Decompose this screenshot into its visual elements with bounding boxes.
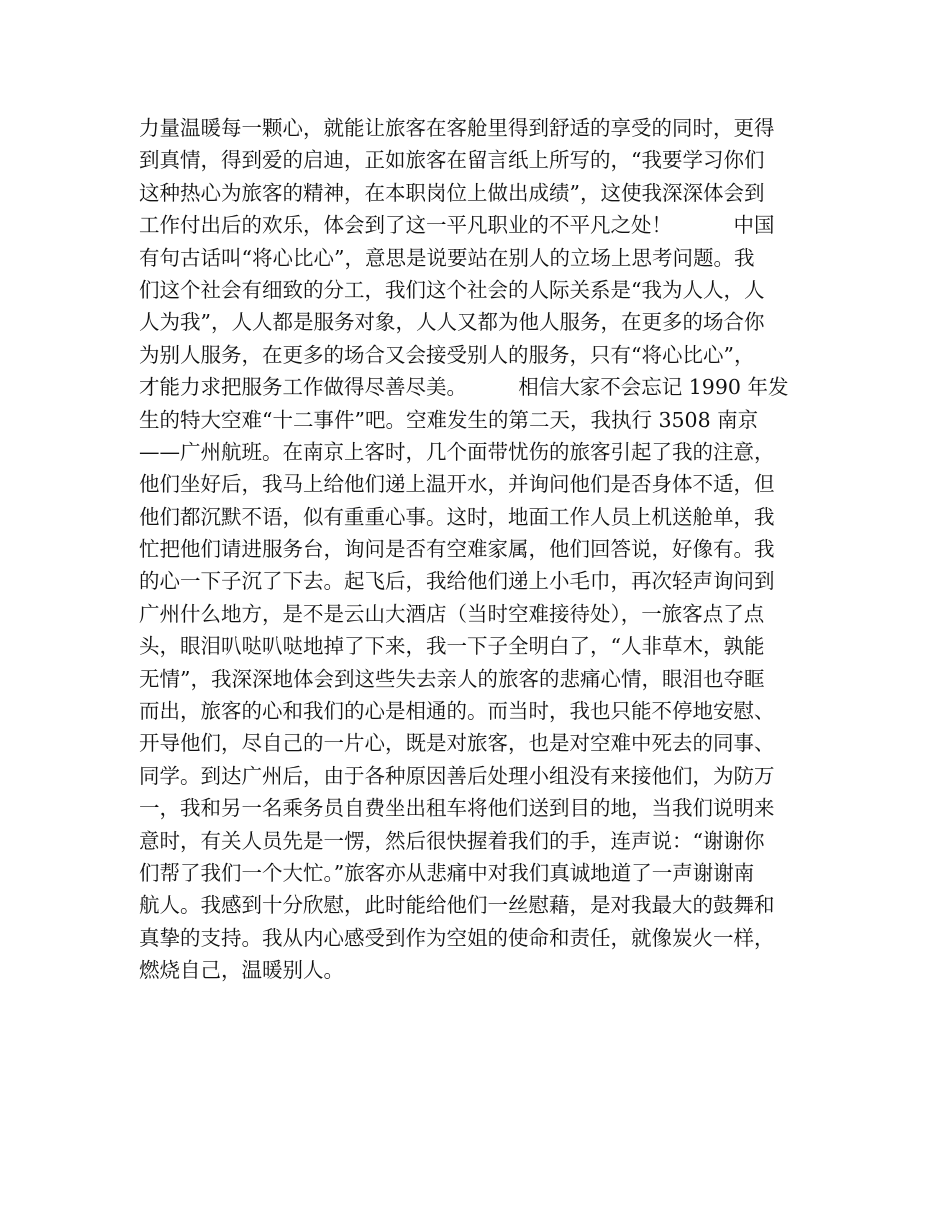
- text-line: 一，我和另一名乘务员自费坐出租车将他们送到目的地，当我们说明来: [139, 796, 775, 821]
- text-line: 燃烧自己，温暖别人。: [139, 958, 344, 983]
- text-line: 这种热心为旅客的精神，在本职岗位上做出成绩”，这使我深深体会到: [139, 180, 765, 205]
- text-line: 力量温暖每一颗心，就能让旅客在客舱里得到舒适的享受的同时，更得: [139, 116, 775, 140]
- text-line: 广州什么地方，是不是云山大酒店（当时空难接待处），一旅客点了点: [139, 601, 765, 626]
- text-line: 而出，旅客的心和我们的心是相通的。而当时，我也只能不停地安慰、: [139, 699, 775, 724]
- text-line: 的心一下子沉了下去。起飞后，我给他们递上小毛巾，再次轻声询问到: [139, 569, 775, 594]
- text-line: 真挚的支持。我从内心感受到作为空姐的使命和责任，就像炭火一样，: [139, 925, 775, 950]
- text-line: 人为我”，人人都是服务对象，人人又都为他人服务，在更多的场合你: [139, 310, 765, 335]
- text-line: 生的特大空难“十二事件”吧。空难发生的第二天，我执行 3508 南京: [139, 407, 759, 432]
- text-line: 才能力求把服务工作做得尽善尽美。 相信大家不会忘记 1990 年发: [139, 375, 789, 400]
- text-line: 忙把他们请进服务台，询问是否有空难家属，他们回答说，好像有。我: [139, 537, 775, 562]
- text-line: 工作付出后的欢乐，体会到了这一平凡职业的不平凡之处！ 中国: [139, 213, 775, 238]
- text-line: 开导他们，尽自己的一片心，既是对旅客，也是对空难中死去的同事、: [139, 731, 775, 756]
- text-line: 为别人服务，在更多的场合又会接受别人的服务，只有“将心比心”，: [139, 342, 755, 367]
- body-text: [139, 112, 819, 987]
- text-line: 意时，有关人员先是一愣，然后很快握着我们的手，连声说：“谢谢你: [139, 828, 765, 853]
- text-line: 他们坐好后，我马上给他们递上温开水，并询问他们是否身体不适，但: [139, 472, 775, 497]
- text-line: 们帮了我们一个大忙。”旅客亦从悲痛中对我们真诚地道了一声谢谢南: [139, 860, 755, 885]
- text-line: 有句古话叫“将心比心”，意思是说要站在别人的立场上思考问题。我: [139, 245, 755, 270]
- text-line: 到真情，得到爱的启迪，正如旅客在留言纸上所写的，“我要学习你们: [139, 148, 765, 173]
- text-line: 同学。到达广州后，由于各种原因善后处理小组没有来接他们，为防万: [139, 763, 775, 788]
- text-line: 无情”，我深深地体会到这些失去亲人的旅客的悲痛心情，眼泪也夺眶: [139, 666, 765, 691]
- text-line: 航人。我感到十分欣慰，此时能给他们一丝慰藉，是对我最大的鼓舞和: [139, 893, 775, 918]
- text-line: ——广州航班。在南京上客时，几个面带忧伤的旅客引起了我的注意，: [139, 439, 775, 464]
- text-line: 头，眼泪叭哒叭哒地掉了下来，我一下子全明白了，“人非草木，孰能: [139, 634, 765, 659]
- text-line: 们这个社会有细致的分工，我们这个社会的人际关系是“我为人人，人: [139, 277, 765, 302]
- text-line: 他们都沉默不语，似有重重心事。这时，地面工作人员上机送舱单，我: [139, 504, 775, 529]
